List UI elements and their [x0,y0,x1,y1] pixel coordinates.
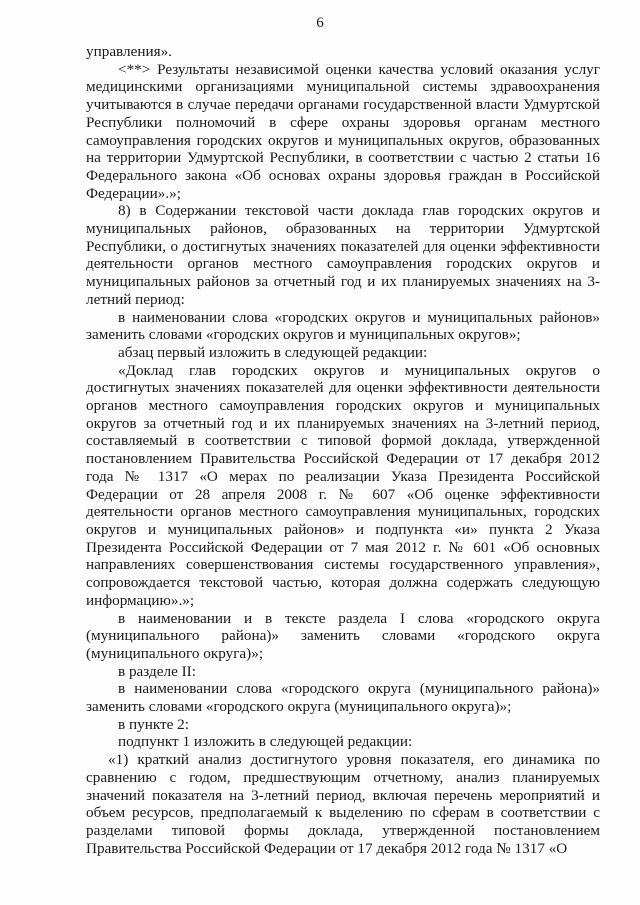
paragraph: абзац первый изложить в следующей редакции: [118,343,428,361]
paragraph: в наименовании слова «городских округов и муниципальных районов» заменить словами «городских округов и муниципальных округов»; [86,308,600,344]
paragraph: в наименовании слова «городского округа (муниципального района)» заменить словами «городского округа (муниципального округа)»; [86,680,600,716]
paragraph: 8) в Содержании текстовой части доклада глав городских округов и муниципальных районов, образованных на территории Удмуртской Республики, о достигнутых значениях показателей для оценки эффективности деятельности органов местного самоуправления городских округов и муниципальных районов за отчетный год и их планируемых значениях на 3-летний период: [86,202,600,308]
paragraph: в пункте 2: [118,715,189,733]
footnote-paragraph: <**> Результаты независимой оценки качества условий оказания услуг медицинскими организациями муниципальной системы здравоохранения учитываются в случае передачи органами государственной власти Удмуртской Республики полномочий в сфере охраны здоровья органам местного самоуправления городских округов и муниципальных округов, образованных на территории Удмуртской Республики, в соответствии с частью 2 статьи 16 Федерального закона «Об основах охраны здоровья граждан в Российской Федерации».»; [86,60,600,202]
page-number: 6 [316,15,324,31]
document-body [86,43,600,857]
quoted-paragraph: «Доклад глав городских округов и муниципальных округов о достигнутых значениях показателей для оценки эффективности деятельности органов местного самоуправления городских округов и муниципальных округов за отчетный год и их планируемых значениях на 3-летний период, составляемый в соответствии с типовой формой доклада, утвержденной постановлением Правительства Российской Федерации от 17 декабря 2012 года № 1317 «О мерах по реализации Указа Президента Российской Федерации от 28 апреля 2008 г. № 607 «Об оценке эффективности деятельности органов местного самоуправления муниципальных, городских округов и муниципальных районов» и подпункта «и» пункта 2 Указа Президента Российской Федерации от 7 мая 2012 г. № 601 «Об основных направлениях совершенствования системы государственного управления», сопровождается текстовой частью, которая должна содержать следующую информацию».»; [86,361,600,609]
quoted-paragraph: «1) краткий анализ достигнутого уровня показателя, его динамика по сравнению с годом, предшествующим отчетному, анализ планируемых значений показателя на 3-летний период, включая перечень мероприятий и объем ресурсов, предполагаемый к выделению по сферам в соответствии с разделами типовой формы доклада, утвержденной постановлением Правительства Российской Федерации от 17 декабря 2012 года № 1317 «О [86,751,600,857]
paragraph: в наименовании и в тексте раздела I слова «городского округа (муниципального района)» заменить словами «городского округа (муниципального округа)»; [86,609,600,662]
paragraph: управления». [86,43,172,60]
paragraph: подпункт 1 изложить в следующей редакции: [118,733,413,751]
paragraph: в разделе II: [118,662,196,680]
